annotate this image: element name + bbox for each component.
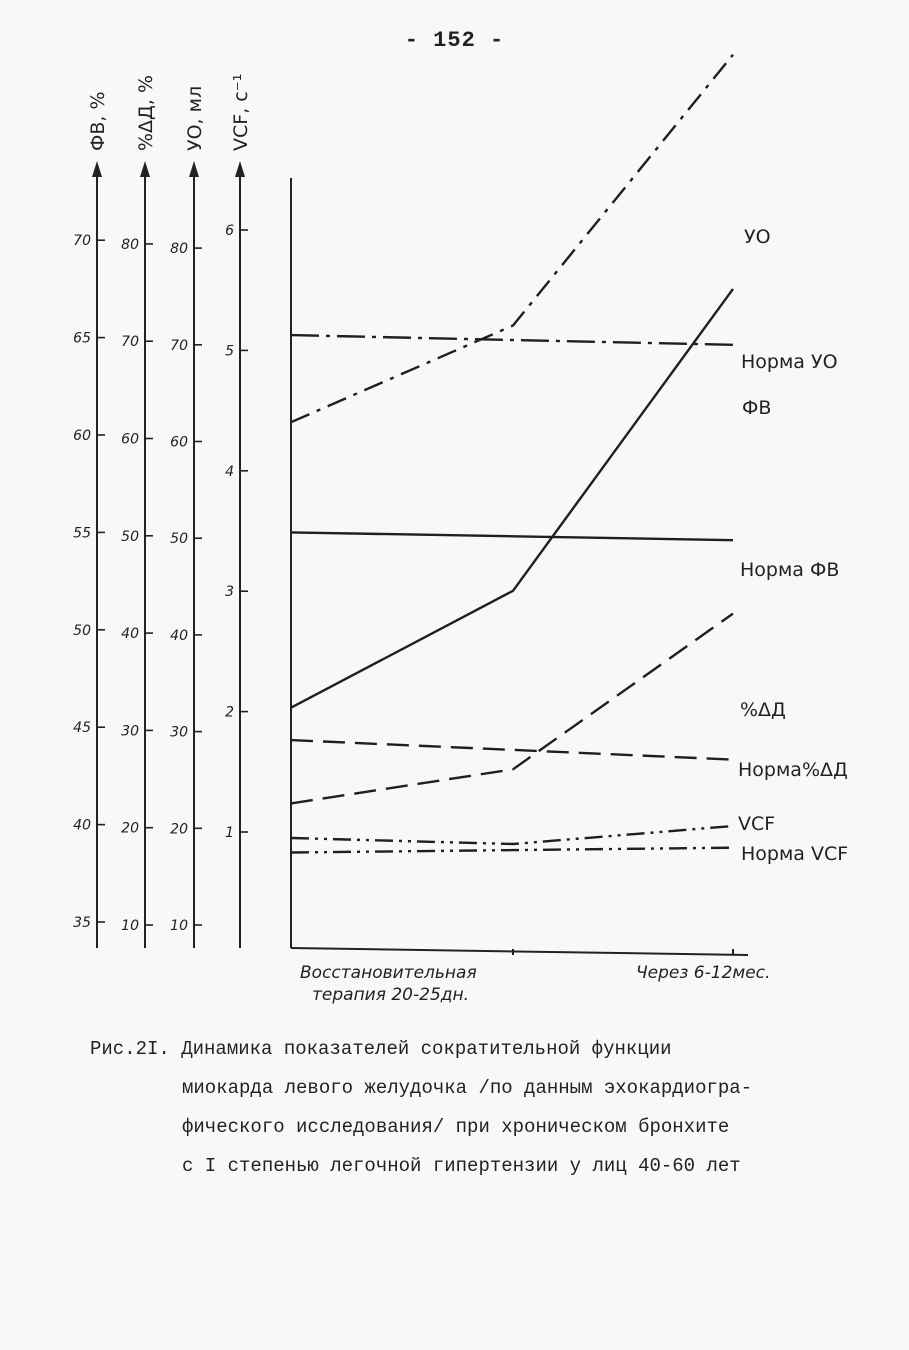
tick-label: 20 (121, 820, 139, 837)
axis-arrowhead (235, 161, 245, 177)
series-line (291, 848, 733, 853)
axis-arrowhead (189, 161, 199, 177)
caption-line: с I степенью легочной гипертензии у лиц 40-60 лет (182, 1155, 741, 1177)
tick-label: 40 (73, 817, 91, 834)
tick-label: 80 (170, 241, 188, 258)
tick-label: 20 (170, 821, 188, 838)
series-label: ФВ (742, 397, 772, 419)
tick-label: 40 (121, 626, 139, 643)
series-label: Норма%ΔД (738, 759, 848, 781)
series-line (291, 532, 733, 540)
tick-label: 4 (225, 463, 234, 480)
axis-title: ФВ, % (87, 91, 109, 151)
tick-label: 70 (121, 334, 139, 351)
tick-label: 55 (73, 525, 91, 542)
axis-arrowhead (92, 161, 102, 177)
labels-layer (300, 226, 848, 1005)
series-label: Норма УО (741, 351, 838, 373)
series-label: %ΔД (740, 699, 786, 721)
caption-line: Рис.2I. Динамика показателей сократительной функции (90, 1038, 672, 1060)
x-category-label: Восстановительная (300, 963, 477, 983)
axis-title: УО, мл (184, 85, 206, 151)
series-label: VCF (738, 813, 776, 835)
axis-title: VCF, с⁻¹ (230, 73, 252, 151)
tick-label: 30 (170, 724, 188, 741)
x-category-label: терапия 20-25дн. (312, 985, 470, 1005)
tick-label: 65 (73, 330, 91, 347)
page-number: - 152 - (404, 28, 505, 53)
tick-label: 70 (170, 337, 188, 354)
tick-label: 35 (73, 915, 91, 931)
series-line (291, 335, 733, 345)
tick-label: 10 (121, 918, 139, 934)
tick-label: 3 (225, 584, 234, 601)
figure-caption (90, 1030, 830, 1186)
tick-label: 50 (73, 622, 91, 639)
tick-label: 5 (225, 343, 234, 360)
series-line (291, 826, 733, 844)
tick-label: 30 (121, 723, 139, 740)
x-category-label: Через 6-12мес. (636, 963, 771, 983)
axis-title: %ΔД, % (135, 74, 157, 151)
series-line (291, 289, 733, 708)
tick-label: 50 (121, 528, 139, 545)
tick-label: 10 (170, 918, 188, 934)
caption-line: миокарда левого желудочка /по данным эхокардиогра- (182, 1077, 753, 1099)
caption-line: фического исследования/ при хроническом бронхите (182, 1116, 730, 1138)
series-line (291, 614, 733, 804)
tick-label: 60 (170, 434, 188, 451)
tick-label: 80 (121, 236, 139, 253)
x-axis-line (291, 948, 748, 955)
series-line (291, 740, 733, 760)
series-layer (291, 55, 733, 853)
series-label: Норма VCF (741, 843, 849, 865)
tick-label: 60 (73, 428, 91, 444)
axes-layer (73, 74, 748, 955)
series-line (291, 55, 733, 423)
axis-arrowhead (140, 161, 150, 177)
series-label: УО (744, 226, 771, 248)
tick-label: 6 (225, 223, 234, 239)
tick-label: 60 (121, 431, 139, 448)
tick-label: 40 (170, 627, 188, 644)
series-label: Норма ФВ (740, 559, 840, 581)
tick-label: 70 (73, 233, 91, 250)
tick-label: 1 (225, 825, 234, 841)
tick-label: 2 (225, 704, 234, 721)
tick-label: 45 (73, 720, 91, 737)
tick-label: 50 (170, 531, 188, 548)
